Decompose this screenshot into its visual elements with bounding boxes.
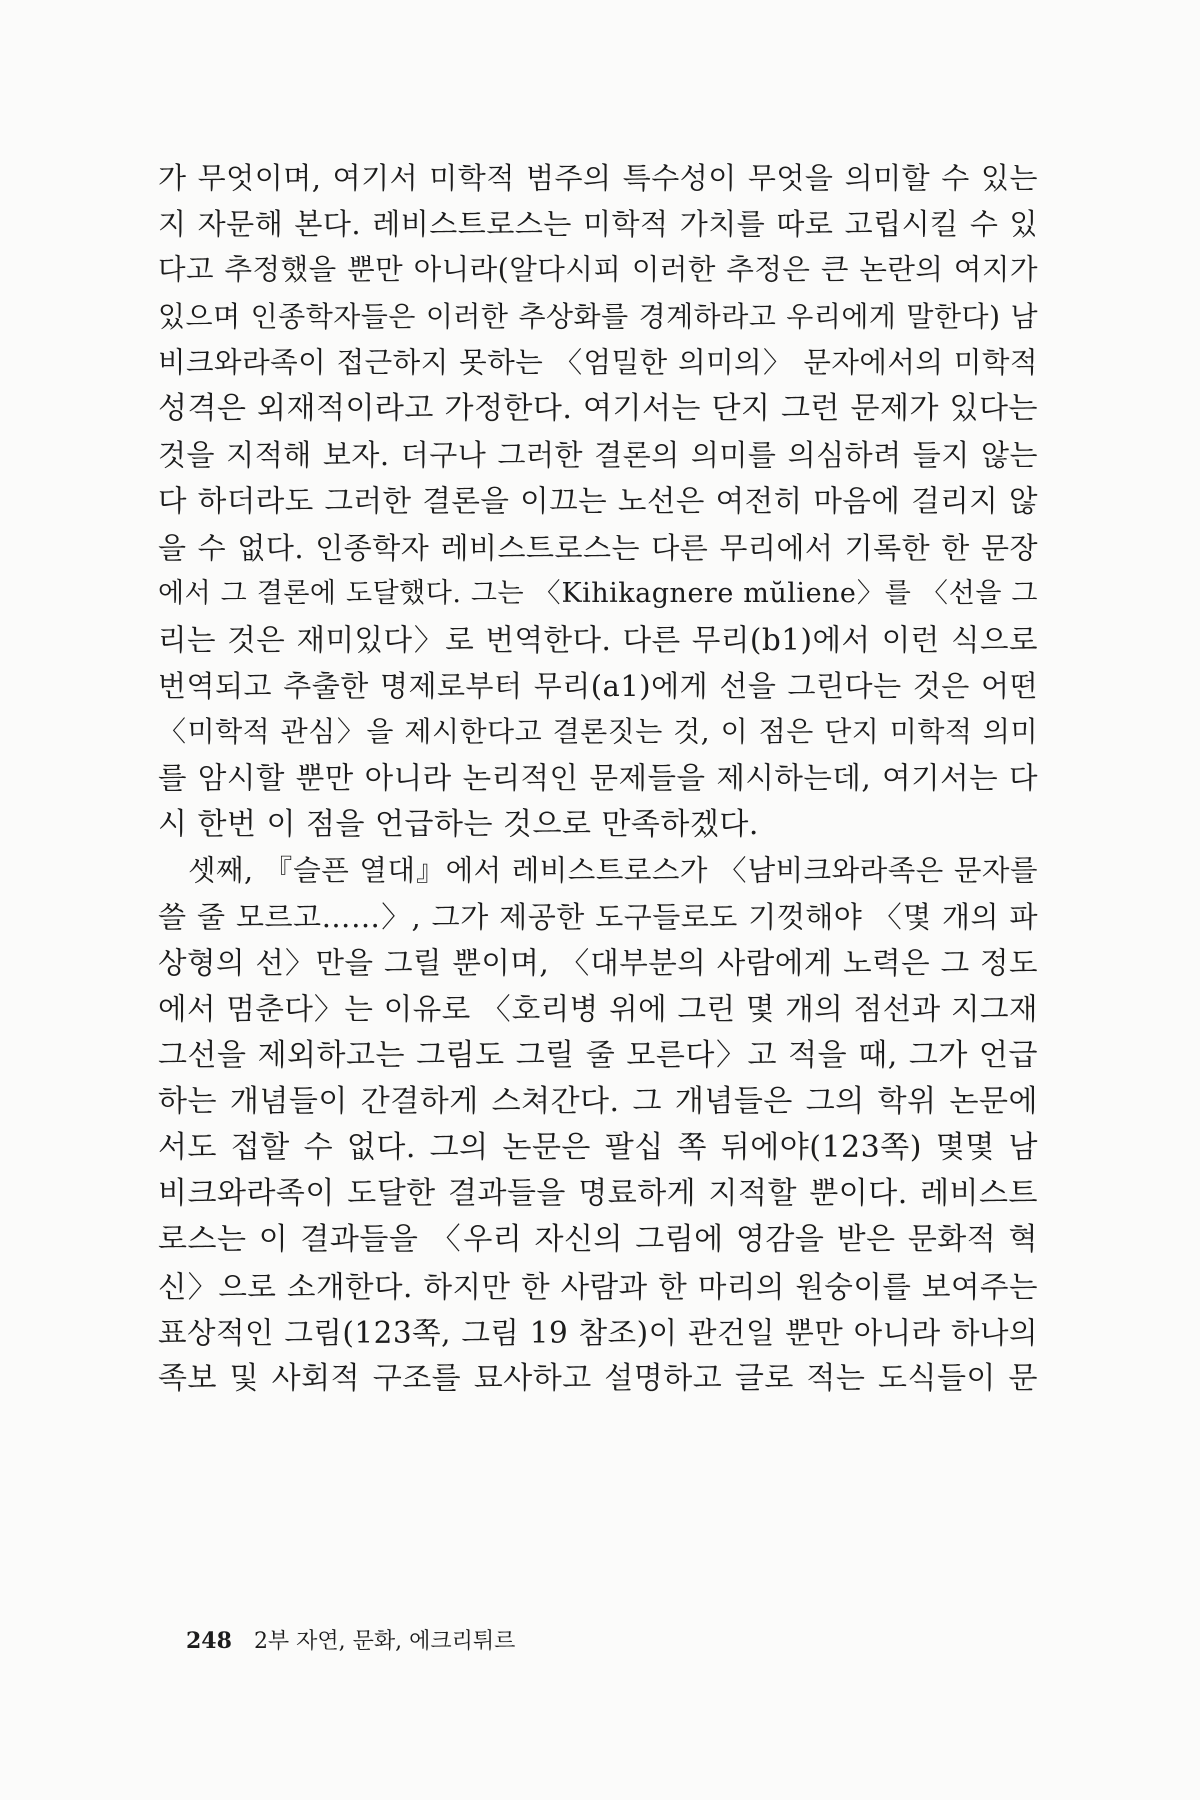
text-line: 시 한번 이 점을 언급하는 것으로 만족하겠다. <box>158 806 759 842</box>
text-line: 다 하더라도 그러한 결론을 이끄는 노선은 여전히 마음에 걸리지 않 <box>158 484 1038 519</box>
text-line: 다고 추정했을 뿐만 아니라(알다시피 이러한 추정은 큰 논란의 여지가 <box>158 253 1038 287</box>
text-line: 비크와라족이 도달한 결과들을 명료하게 지적할 뿐이다. 레비스트 <box>158 1176 1038 1212</box>
text-line: 족보 및 사회적 구조를 묘사하고 설명하고 글로 적는 도식들이 문 <box>158 1360 1038 1396</box>
text-line: 에서 멈춘다〉는 이유로 〈호리병 위에 그린 몇 개의 점선과 지그재 <box>158 992 1038 1027</box>
text-line: 에서 그 결론에 도달했다. 그는 〈Kihikagnere mŭliene〉를 〈선을 그 <box>158 577 1038 609</box>
text-line: 성격은 외재적이라고 가정한다. 여기서는 단지 그런 문제가 있다는 <box>158 390 1038 426</box>
text-line: 있으며 인종학자들은 이러한 추상화를 경계하라고 우리에게 말한다) 남 <box>158 299 1038 333</box>
text-line: 를 암시할 뿐만 아니라 논리적인 문제들을 제시하는데, 여기서는 다 <box>158 761 1038 796</box>
text-line: 쓸 줄 모르고……〉, 그가 제공한 도구들로도 기껏해야 〈몇 개의 파 <box>158 900 1038 934</box>
text-line: 그선을 제외하고는 그림도 그릴 줄 모른다〉고 적을 때, 그가 언급 <box>158 1037 1038 1073</box>
text-line: 지 자문해 본다. 레비스트로스는 미학적 가치를 따로 고립시킬 수 있 <box>158 207 1038 242</box>
page-footer <box>186 1626 515 1657</box>
text-line: 〈미학적 관심〉을 제시한다고 결론짓는 것, 이 점은 단지 미학적 의미 <box>158 715 1038 749</box>
text-line: 하는 개념들이 간결하게 스쳐간다. 그 개념들은 그의 학위 논문에 <box>158 1083 1038 1119</box>
text-line: 을 수 없다. 인종학자 레비스트로스는 다른 무리에서 기록한 한 문장 <box>158 530 1038 565</box>
text-line: 로스는 이 결과들을 〈우리 자신의 그림에 영감을 받은 문화적 혁 <box>158 1222 1038 1258</box>
text-line: 리는 것은 재미있다〉로 번역한다. 다른 무리(b1)에서 이런 식으로 <box>158 622 1038 657</box>
text-line: 것을 지적해 보자. 더구나 그러한 결론의 의미를 의심하려 들지 않는 <box>158 438 1038 473</box>
text-line: 가 무엇이며, 여기서 미학적 범주의 특수성이 무엇을 의미할 수 있는 <box>158 161 1038 195</box>
text-line: 표상적인 그림(123쪽, 그림 19 참조)이 관건일 뿐만 아니라 하나의 <box>158 1315 1038 1350</box>
page-number: 248 <box>186 1628 232 1654</box>
body-text <box>158 155 1038 1402</box>
text-line: 번역되고 추출한 명제로부터 무리(a1)에게 선을 그린다는 것은 어떤 <box>158 669 1038 704</box>
text-line: 비크와라족이 접근하지 못하는 〈엄밀한 의미의〉 문자에서의 미학적 <box>158 345 1038 379</box>
text-line: 셋째, 『슬픈 열대』에서 레비스트로스가 〈남비크와라족은 문자를 <box>188 853 1038 887</box>
running-title: 2부 자연, 문화, 에크리튀르 <box>253 1629 516 1654</box>
text-line: 신〉으로 소개한다. 하지만 한 사람과 한 마리의 원숭이를 보여주는 <box>158 1269 1038 1304</box>
text-line: 상형의 선〉만을 그릴 뿐이며, 〈대부분의 사람에게 노력은 그 정도 <box>158 946 1038 981</box>
text-line: 서도 접할 수 없다. 그의 논문은 팔십 쪽 뒤에야(123쪽) 몇몇 남 <box>158 1129 1038 1165</box>
